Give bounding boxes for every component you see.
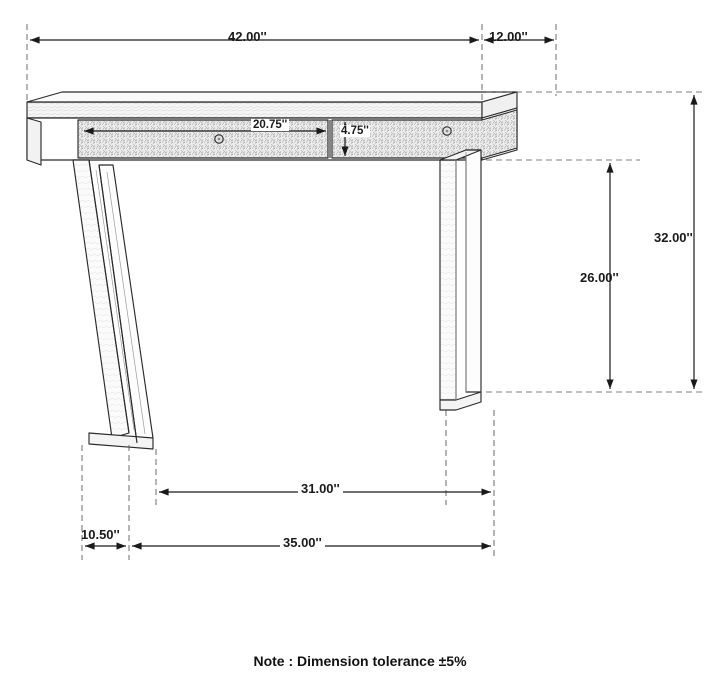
dimension-label-leg-clearance-height: 26.00'' bbox=[580, 270, 619, 285]
dimension-label-leg-outer-span: 35.00'' bbox=[280, 535, 325, 550]
dimension-label-top-width: 42.00'' bbox=[228, 29, 267, 44]
dimension-label-drawer-width: 20.75'' bbox=[253, 119, 288, 131]
tolerance-note: Note : Dimension tolerance ±5% bbox=[253, 653, 467, 669]
dimension-label-leg-foot-depth: 10.50'' bbox=[81, 527, 120, 542]
dimension-label-drawer-height: 4.75'' bbox=[341, 125, 369, 137]
dimension-label-leg-inner-span: 31.00'' bbox=[298, 481, 343, 496]
table-illustration bbox=[27, 92, 517, 449]
dimension-label-top-depth: 12.00'' bbox=[489, 29, 528, 44]
dimension-label-overall-height: 32.00'' bbox=[654, 230, 693, 245]
